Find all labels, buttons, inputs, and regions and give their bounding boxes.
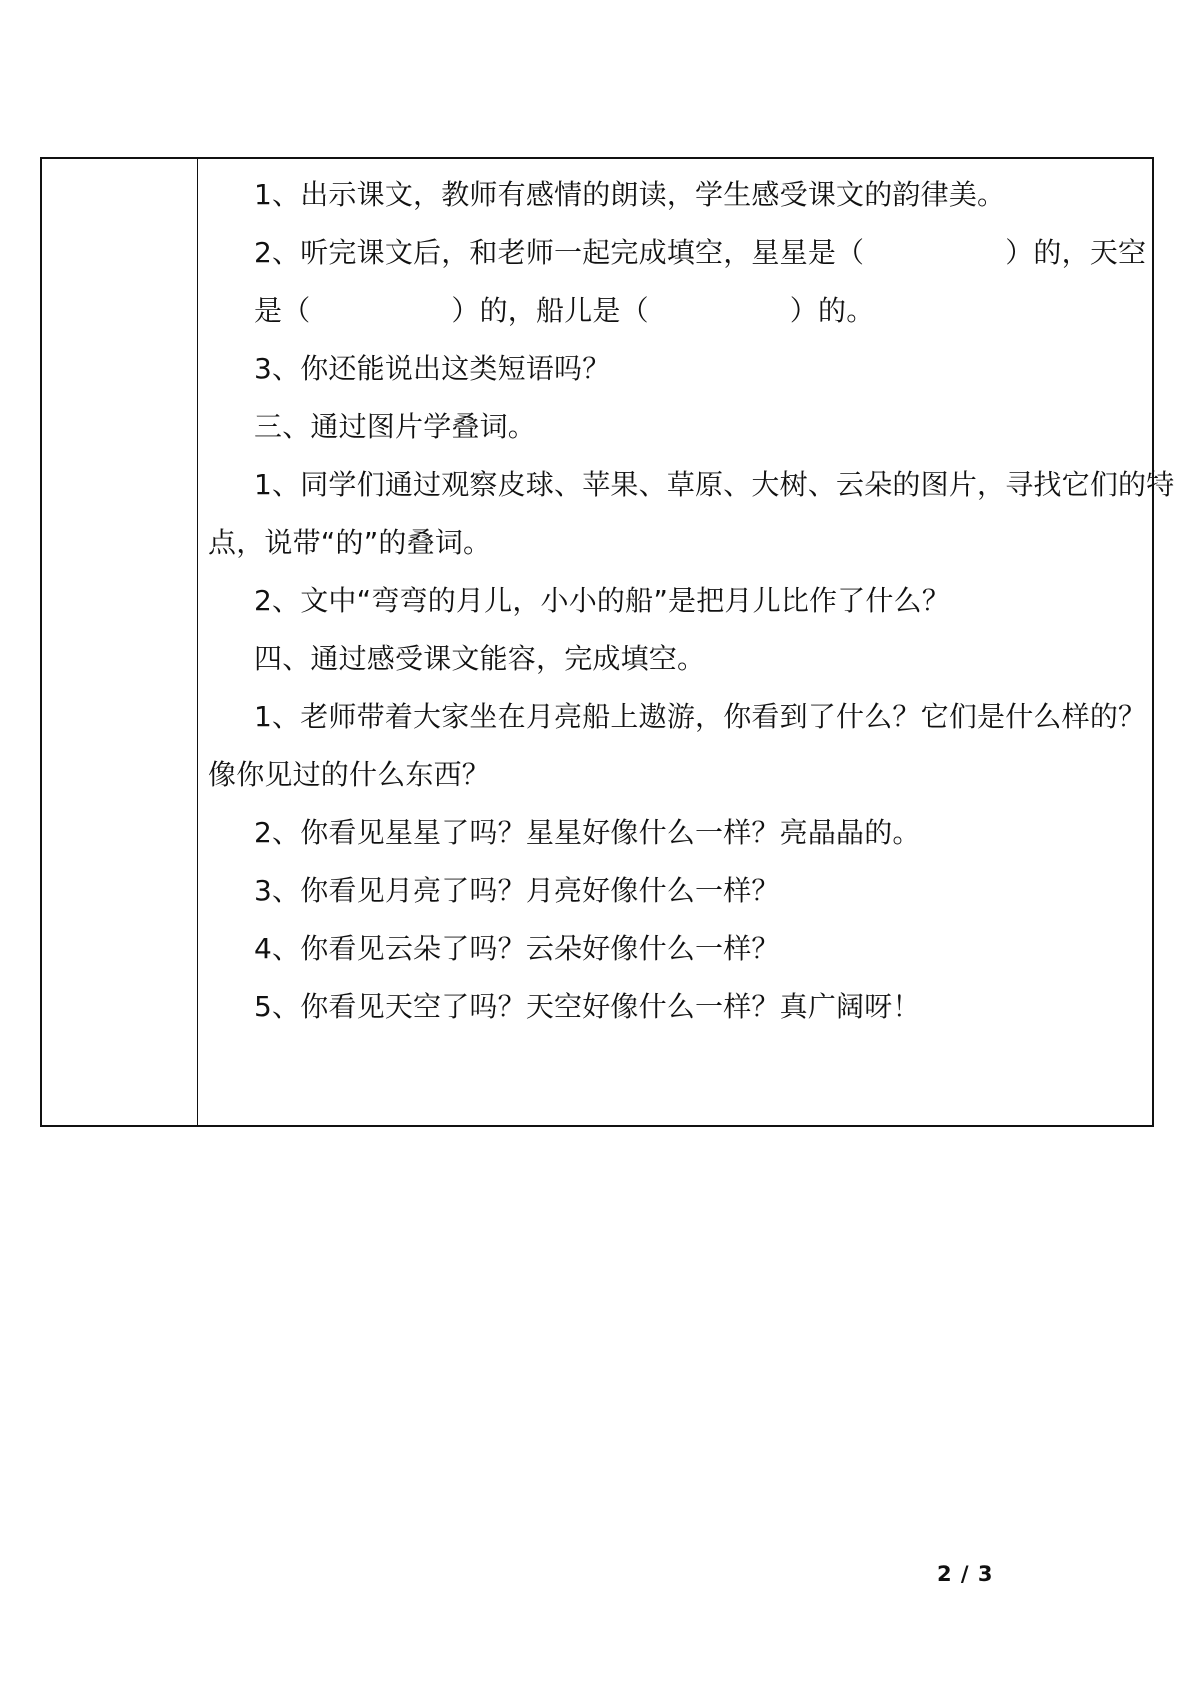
text-line: 3、你还能说出这类短语吗？: [254, 352, 611, 385]
text-line: 2、听完课文后，和老师一起完成填空，星星是（ ）的，天空: [254, 236, 1147, 269]
text-line: 点，说带“的”的叠词。: [208, 526, 492, 559]
text-line: 1、老师带着大家坐在月亮船上遨游，你看到了什么？它们是什么样的？: [254, 700, 1147, 733]
text-line: 像你见过的什么东西？: [208, 758, 491, 791]
section-heading: 三、通过图片学叠词。: [254, 410, 537, 443]
page-number: 2 / 3: [937, 1562, 994, 1586]
text-line: 5、你看见天空了吗？天空好像什么一样？真广阔呀！: [254, 990, 921, 1023]
lesson-table: [40, 157, 1175, 1127]
text-line: 是（ ）的，船儿是（ ）的。: [254, 294, 875, 327]
section-heading: 四、通过感受课文能容，完成填空。: [254, 642, 706, 675]
text-line: 4、你看见云朵了吗？云朵好像什么一样？: [254, 932, 780, 965]
text-line: 1、同学们通过观察皮球、苹果、草原、大树、云朵的图片，寻找它们的特: [254, 468, 1175, 501]
text-line: 2、文中“弯弯的月儿，小小的船”是把月儿比作了什么？: [254, 584, 951, 617]
table-left-cell: [42, 159, 198, 1125]
text-line: 2、你看见星星了吗？星星好像什么一样？亮晶晶的。: [254, 816, 921, 849]
text-line: 1、出示课文，教师有感情的朗读，学生感受课文的韵律美。: [254, 178, 1006, 211]
text-line: 3、你看见月亮了吗？月亮好像什么一样？: [254, 874, 780, 907]
table-content-cell: [198, 159, 1175, 1125]
